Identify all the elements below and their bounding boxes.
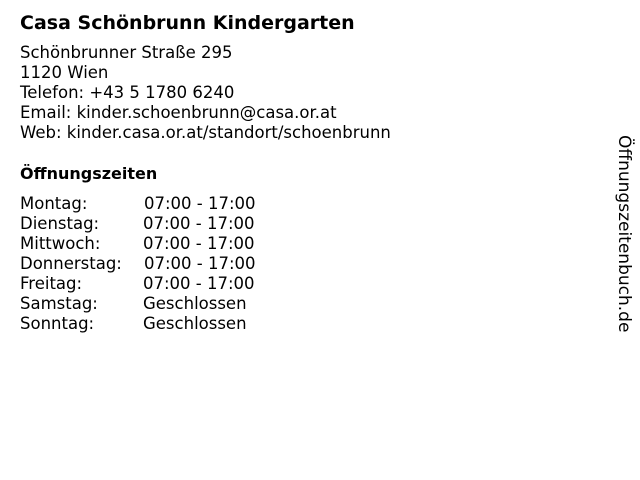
hours-value: 07:00 - 17:00 (144, 194, 256, 213)
phone-line: Telefon: +43 5 1780 6240 (20, 83, 235, 102)
hours-value: 07:00 - 17:00 (143, 234, 255, 253)
day-label: Montag: (20, 194, 88, 213)
hours-row-thursday (20, 254, 320, 274)
hours-value: 07:00 - 17:00 (144, 254, 256, 273)
page-title: Casa Schönbrunn Kindergarten (20, 12, 355, 34)
hours-value: Geschlossen (143, 314, 247, 333)
email-line: Email: kinder.schoenbrunn@casa.or.at (20, 103, 337, 122)
hours-value: 07:00 - 17:00 (143, 274, 255, 293)
hours-row-wednesday (20, 234, 320, 254)
day-label: Sonntag: (20, 314, 95, 333)
hours-row-friday (20, 274, 320, 294)
hours-row-sunday (20, 314, 320, 334)
day-label: Mittwoch: (20, 234, 101, 253)
hours-row-tuesday (20, 214, 320, 234)
site-watermark (612, 135, 636, 363)
opening-hours-table (20, 194, 320, 334)
day-label: Donnerstag: (20, 254, 122, 273)
address-city: 1120 Wien (20, 63, 109, 82)
web-line: Web: kinder.casa.or.at/standort/schoenbrunn (20, 123, 391, 142)
day-label: Dienstag: (20, 214, 100, 233)
day-label: Samstag: (20, 294, 98, 313)
hours-value: Geschlossen (143, 294, 247, 313)
opening-hours-heading: Öffnungszeiten (20, 164, 158, 183)
address-street: Schönbrunner Straße 295 (20, 43, 233, 62)
hours-value: 07:00 - 17:00 (143, 214, 255, 233)
contact-block (20, 43, 391, 143)
hours-row-monday (20, 194, 320, 214)
day-label: Freitag: (20, 274, 83, 293)
hours-row-saturday (20, 294, 320, 314)
watermark-text: Öffnungszeitenbuch.de (614, 135, 634, 333)
